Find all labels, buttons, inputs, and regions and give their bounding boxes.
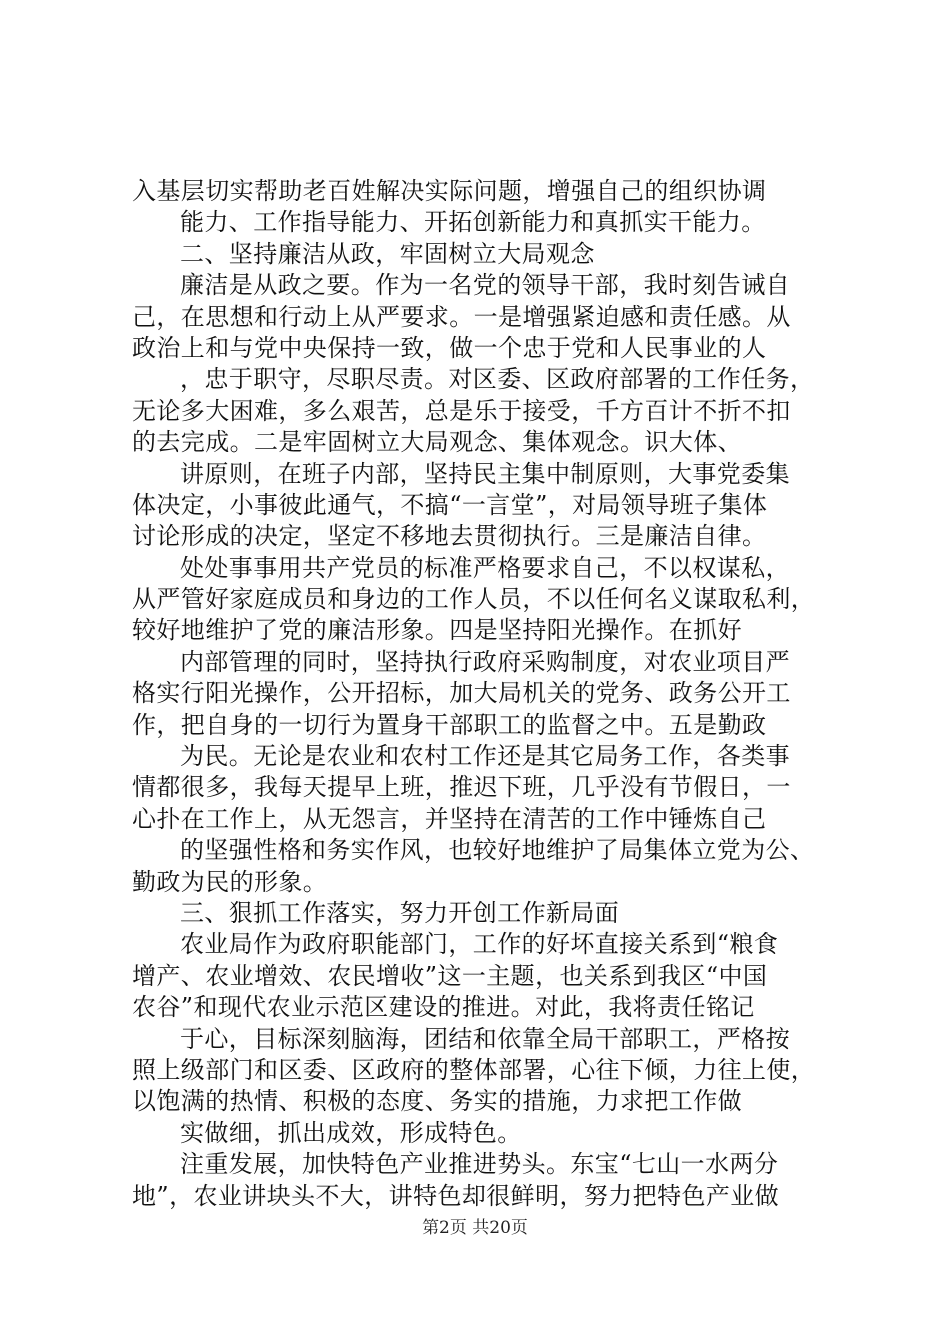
- body-text-line: 处处事事用共产党员的标准严格要求自己，不以权谋私，: [180, 553, 790, 582]
- body-text-line: 廉洁是从政之要。作为一名党的领导干部，我时刻告诫自: [180, 271, 790, 300]
- body-text-line: 二、坚持廉洁从政，牢固树立大局观念: [180, 239, 595, 268]
- body-text-line: 注重发展，加快特色产业推进势头。东宝“七山一水两分: [180, 1150, 779, 1179]
- body-text-line: 格实行阳光操作，公开招标，加大局机关的党务、政务公开工: [132, 679, 791, 708]
- body-text-line: 以饱满的热情、积极的态度、务实的措施，力求把工作做: [132, 1087, 742, 1116]
- body-text-line: ，忠于职守，尽职尽责。对区委、区政府部署的工作任务，: [180, 365, 815, 394]
- document-body: [132, 176, 852, 1212]
- body-text-line: 农业局作为政府职能部门，工作的好坏直接关系到“粮食: [180, 930, 779, 959]
- body-text-line: 能力、工作指导能力、开拓创新能力和真抓实干能力。: [180, 208, 766, 237]
- body-text-line: 入基层切实帮助老百姓解决实际问题，增强自己的组织协调: [132, 177, 767, 205]
- body-text-line: 的坚强性格和务实作风，也较好地维护了局集体立党为公、: [180, 836, 815, 865]
- body-text-line: 内部管理的同时，坚持执行政府采购制度，对农业项目严: [180, 647, 790, 676]
- body-text-line: 照上级部门和区委、区政府的整体部署，心往下倾，力往上使，: [132, 1055, 816, 1084]
- body-text-line: 讨论形成的决定，坚定不移地去贯彻执行。三是廉洁自律。: [132, 522, 767, 551]
- body-text-line: 农谷”和现代农业示范区建设的推进。对此，我将责任铭记: [132, 993, 755, 1022]
- body-text-line: 从严管好家庭成员和身边的工作人员，不以任何名义谋取私利，: [132, 585, 816, 614]
- body-text-line: 情都很多，我每天提早上班，推迟下班，几乎没有节假日，一: [132, 773, 791, 802]
- body-text-line: 作，把自身的一切行为置身干部职工的监督之中。五是勤政: [132, 710, 767, 739]
- body-text-line: 政治上和与党中央保持一致，做一个忠于党和人民事业的人: [132, 333, 767, 362]
- body-text-line: 三、狠抓工作落实，努力开创工作新局面: [180, 898, 620, 927]
- body-text-line: 体决定，小事彼此通气，不搞“一言堂”，对局领导班子集体: [132, 490, 768, 519]
- body-text-line: 实做细，抓出成效，形成特色。: [180, 1118, 522, 1147]
- body-text-line: 己，在思想和行动上从严要求。一是增强紧迫感和责任感。从: [132, 302, 791, 331]
- body-text-line: 心扑在工作上，从无怨言，并坚持在清苦的工作中锤炼自己: [132, 804, 767, 833]
- body-text-line: 地”，农业讲块头不大，讲特色却很鲜明，努力把特色产业做: [132, 1181, 780, 1210]
- body-text-line: 于心，目标深刻脑海，团结和依靠全局干部职工，严格按: [180, 1024, 790, 1053]
- body-text-line: 的去完成。二是牢固树立大局观念、集体观念。识大体、: [132, 428, 742, 457]
- body-text-line: 增产、农业增效、农民增收”这一主题，也关系到我区“中国: [132, 961, 768, 990]
- body-text-line: 为民。无论是农业和农村工作还是其它局务工作，各类事: [180, 742, 790, 771]
- body-text-line: 讲原则，在班子内部，坚持民主集中制原则，大事党委集: [180, 459, 790, 488]
- page-footer: 第2页 共20页: [422, 1218, 528, 1238]
- body-text-line: 较好地维护了党的廉洁形象。四是坚持阳光操作。在抓好: [132, 616, 742, 645]
- body-text-line: 无论多大困难，多么艰苦，总是乐于接受，千方百计不折不扣: [132, 396, 791, 425]
- body-text-line: 勤政为民的形象。: [132, 867, 328, 896]
